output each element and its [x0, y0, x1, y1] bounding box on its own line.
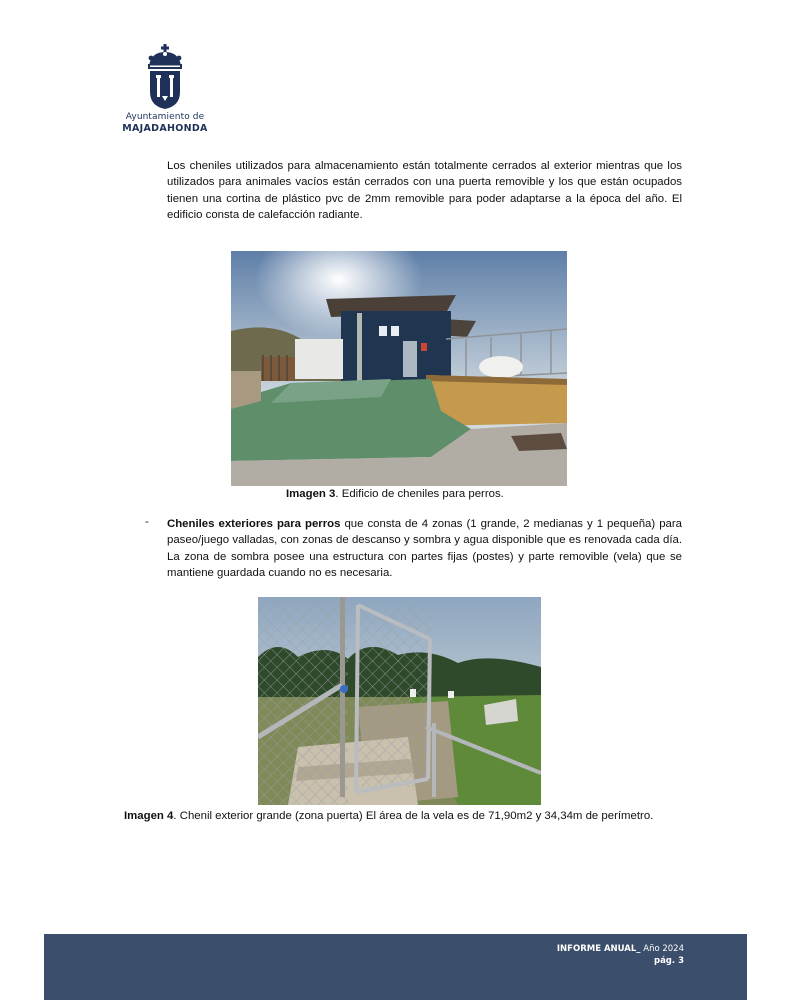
- outdoor-kennels-title: Cheniles exteriores para perros: [167, 518, 341, 530]
- crown-shield-icon: [145, 44, 185, 110]
- footer-report-title: [557, 944, 684, 954]
- figure-4-label: Imagen 4: [124, 810, 174, 822]
- logo-text-majadahonda: MAJADAHONDA: [122, 123, 208, 134]
- intro-paragraph: Los cheniles utilizados para almacenamiento están totalmente cerrados al exterior mientras que los utilizados para animales vacíos están cerrados con una puerta removible y los que están ocupados tienen una cortina de plástico pvc de 2mm removible para poder adaptarse a la época del año. El edificio consta de calefacción radiante.: [167, 160, 682, 222]
- page-footer: [44, 934, 747, 1000]
- footer-year: Año 2024: [640, 944, 684, 954]
- logo-text-ayuntamiento: Ayuntamiento de: [125, 112, 205, 122]
- outdoor-kennel-gate-photo: [258, 597, 541, 805]
- outdoor-kennels-paragraph: [167, 516, 682, 582]
- footer-page-number: pág. 3: [653, 956, 684, 966]
- figure-4-caption: [124, 809, 653, 823]
- municipal-logo: [120, 44, 210, 136]
- figure-4-text: . Chenil exterior grande (zona puerta) El área de la vela es de 71,90m2 y 34,34m de perímetro.: [173, 810, 654, 822]
- footer-report-name: INFORME ANUAL_: [556, 944, 641, 954]
- figure-3-text: . Edificio de cheniles para perros.: [335, 488, 504, 500]
- kennel-building-photo: [231, 251, 567, 486]
- bullet-marker: -: [145, 516, 149, 528]
- figure-3-label: Imagen 3: [286, 488, 336, 500]
- outdoor-kennels-text: que consta de 4 zonas (1 grande, 2 medianas y 1 pequeña) para paseo/juego valladas, con zonas de descanso y sombra y agua disponible que es renovada cada día. La zona de sombra posee una estructura con partes fijas (postes) y parte removible (vela) que se mantiene guardada cuando no es necesaria.: [167, 518, 682, 580]
- figure-3-caption: [286, 487, 504, 501]
